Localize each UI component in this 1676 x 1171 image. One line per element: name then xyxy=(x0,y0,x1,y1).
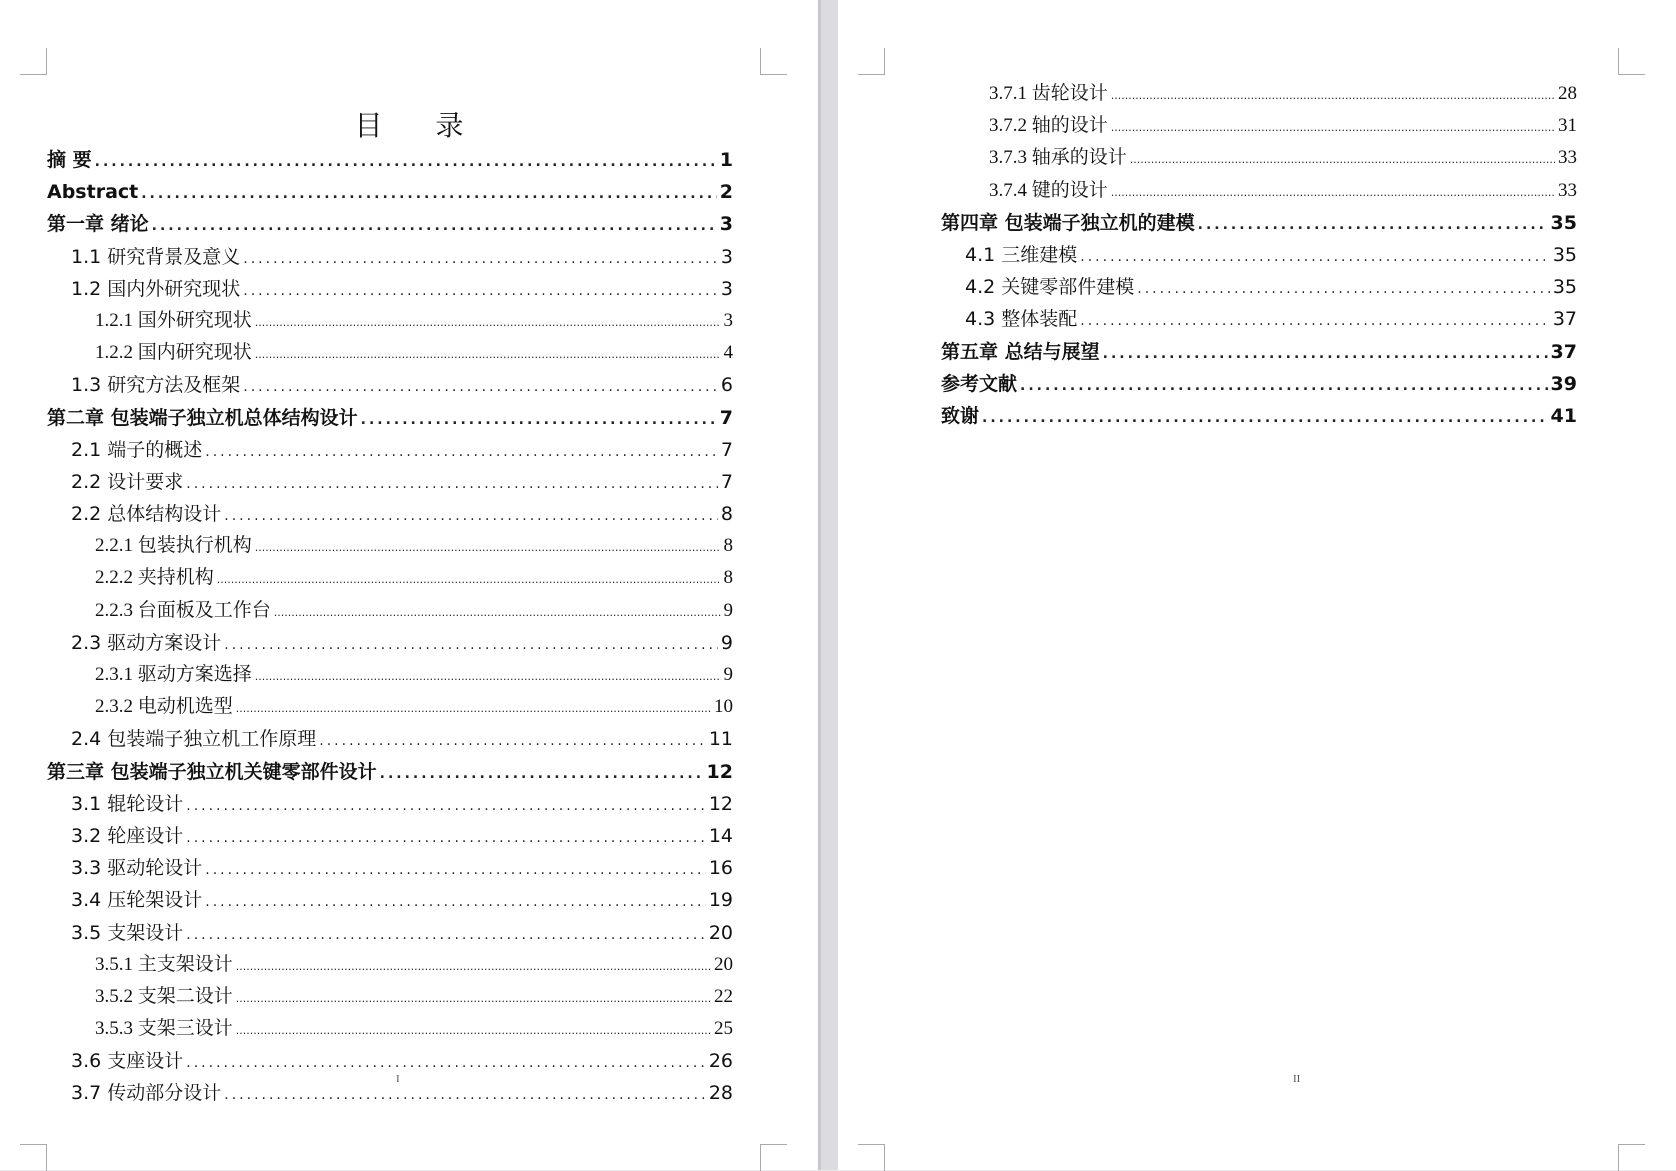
toc-entry-text: 2.3.2 电动机选型 xyxy=(95,696,233,718)
toc-entry-page: 37 xyxy=(1550,340,1577,363)
toc-entry-page: 4 xyxy=(723,342,733,364)
toc-entry[interactable] xyxy=(47,788,733,820)
dot-leader xyxy=(224,629,718,661)
page-number: I xyxy=(396,1073,400,1085)
toc-entry[interactable] xyxy=(47,434,733,466)
toc-entry-text: 3.5.3 支架三设计 xyxy=(95,1018,233,1040)
toc-entry[interactable] xyxy=(47,562,733,594)
dot-leader xyxy=(1130,144,1555,176)
dot-leader xyxy=(205,436,718,468)
toc-entry-page: 22 xyxy=(714,985,733,1007)
toc-entry-text: 3.1 辊轮设计 xyxy=(71,792,184,815)
dot-leader xyxy=(255,661,721,693)
dot-leader xyxy=(186,790,706,822)
dot-leader xyxy=(1198,209,1548,241)
toc-entry-page: 8 xyxy=(720,503,733,526)
toc-title: 目 录 xyxy=(354,109,486,142)
toc-entry-text: 3.2 轮座设计 xyxy=(71,824,184,847)
toc-entry-text: 2.2 设计要求 xyxy=(71,470,184,493)
toc-entry[interactable] xyxy=(47,1077,733,1109)
toc-entry[interactable] xyxy=(47,466,733,498)
toc-entry-text: 第五章 总结与展望 xyxy=(941,340,1100,363)
dot-leader xyxy=(243,371,718,403)
dot-leader xyxy=(236,951,711,983)
toc-entry-page: 14 xyxy=(708,824,733,847)
toc-entry-text: 3.5.1 主支架设计 xyxy=(95,953,233,975)
toc-entry-text: 第三章 包装端子独立机关键零部件设计 xyxy=(47,760,377,783)
dot-leader xyxy=(243,243,718,275)
toc-entry-text: 3.7.3 轴承的设计 xyxy=(989,147,1127,169)
toc-entry[interactable] xyxy=(941,110,1577,142)
toc-entry[interactable] xyxy=(47,498,733,530)
dot-leader xyxy=(217,564,721,596)
crop-mark xyxy=(20,1144,47,1171)
toc-entry[interactable] xyxy=(941,78,1577,110)
toc-entry[interactable] xyxy=(47,369,733,401)
dot-leader xyxy=(361,404,717,436)
dot-leader xyxy=(95,146,717,178)
toc-entry-page: 9 xyxy=(720,631,733,654)
toc-entry[interactable] xyxy=(47,337,733,369)
toc-entry-page: 12 xyxy=(708,792,733,815)
toc-entry-page: 10 xyxy=(714,696,733,718)
toc-entry[interactable] xyxy=(47,756,733,788)
toc-entry-page: 25 xyxy=(714,1018,733,1040)
dot-leader xyxy=(1137,273,1550,305)
toc-entry[interactable] xyxy=(47,820,733,852)
toc-entry[interactable] xyxy=(47,530,733,562)
dot-leader xyxy=(380,758,704,790)
toc-entry[interactable] xyxy=(47,305,733,337)
toc-entry[interactable] xyxy=(47,402,733,434)
toc-entry[interactable] xyxy=(941,239,1577,271)
toc-entry-text: 参考文献 xyxy=(941,372,1018,395)
dot-leader xyxy=(224,1079,706,1111)
toc-entry-text: 3.3 驱动轮设计 xyxy=(71,857,203,880)
toc-entry[interactable] xyxy=(47,1045,733,1077)
page-gap xyxy=(818,0,838,1170)
dot-leader xyxy=(982,402,1548,434)
dot-leader xyxy=(1111,80,1555,112)
toc-entry-page: 9 xyxy=(723,664,733,685)
toc-entry-text: 2.3 驱动方案设计 xyxy=(71,631,222,654)
toc-entry[interactable] xyxy=(941,400,1577,432)
dot-leader xyxy=(255,532,721,564)
toc-entry-page: 12 xyxy=(706,760,733,783)
toc-entry-page: 33 xyxy=(1558,179,1577,201)
toc-entry-text: 3.7.1 齿轮设计 xyxy=(989,83,1108,104)
toc-entry[interactable] xyxy=(941,336,1577,368)
toc-entry-page: 28 xyxy=(708,1082,733,1105)
toc-entry-page: 11 xyxy=(708,728,733,751)
crop-mark xyxy=(760,1144,787,1171)
dot-leader xyxy=(1080,241,1550,273)
toc-entry-text: 3.7.2 轴的设计 xyxy=(989,115,1108,137)
toc-entry[interactable] xyxy=(47,723,733,755)
dot-leader xyxy=(1080,305,1550,337)
dot-leader xyxy=(186,468,718,500)
dot-leader xyxy=(1020,370,1548,402)
dot-leader xyxy=(319,725,706,757)
toc-entry-text: 第四章 包装端子独立机的建模 xyxy=(941,211,1195,234)
toc-entry[interactable] xyxy=(47,884,733,916)
toc-entry-page: 35 xyxy=(1552,276,1577,299)
dot-leader xyxy=(224,500,718,532)
crop-mark xyxy=(1618,1144,1645,1171)
dot-leader xyxy=(1111,177,1555,209)
toc-entry[interactable] xyxy=(941,368,1577,400)
toc-entry-text: 2.2.2 夹持机构 xyxy=(95,567,214,589)
toc-entry[interactable] xyxy=(47,852,733,884)
dot-leader xyxy=(205,854,706,886)
toc-entry-page: 26 xyxy=(708,1050,733,1073)
toc-entry-page: 7 xyxy=(719,406,733,429)
toc-entry-page: 8 xyxy=(723,567,733,589)
dot-leader xyxy=(152,210,717,242)
document-page-2 xyxy=(838,0,1676,1170)
toc-entry-text: 3.7 传动部分设计 xyxy=(71,1082,222,1105)
dot-leader xyxy=(236,983,711,1015)
dot-leader xyxy=(186,919,706,951)
toc-entry[interactable] xyxy=(47,627,733,659)
toc-entry[interactable] xyxy=(47,595,733,627)
toc-entry[interactable] xyxy=(47,241,733,273)
toc-entry-text: 2.2 总体结构设计 xyxy=(71,503,222,526)
toc-entry-page: 2 xyxy=(719,181,733,204)
toc-entry-page: 33 xyxy=(1558,147,1577,169)
dot-leader xyxy=(205,886,706,918)
dot-leader xyxy=(243,275,718,307)
toc-entry-text: 3.5.2 支架二设计 xyxy=(95,985,233,1007)
toc-entry[interactable] xyxy=(47,917,733,949)
toc-entry[interactable] xyxy=(47,176,733,208)
toc-list xyxy=(941,78,1577,432)
toc-entry-page: 28 xyxy=(1558,83,1577,104)
toc-entry-text: 第二章 包装端子独立机总体结构设计 xyxy=(47,406,358,429)
toc-entry[interactable] xyxy=(47,949,733,981)
toc-entry-text: 2.3.1 驱动方案选择 xyxy=(95,664,252,685)
toc-entry-page: 3 xyxy=(723,309,733,331)
toc-entry[interactable] xyxy=(47,981,733,1013)
toc-entry-page: 7 xyxy=(720,438,733,461)
toc-entry[interactable] xyxy=(47,208,733,240)
dot-leader xyxy=(255,339,721,371)
toc-entry-page: 7 xyxy=(720,470,733,493)
toc-entry-text: 4.3 整体装配 xyxy=(965,308,1078,331)
toc-entry-text: 第一章 绪论 xyxy=(47,213,149,236)
toc-entry[interactable] xyxy=(941,271,1577,303)
toc-entry-page: 9 xyxy=(723,599,733,621)
toc-entry-page: 3 xyxy=(720,245,733,268)
dot-leader xyxy=(274,597,721,629)
toc-entry[interactable] xyxy=(47,1013,733,1045)
dot-leader xyxy=(186,1047,706,1079)
toc-entry-page: 8 xyxy=(723,535,733,557)
toc-entry-text: 2.2.1 包装执行机构 xyxy=(95,535,252,557)
dot-leader xyxy=(236,693,711,725)
toc-entry-text: 致谢 xyxy=(941,404,980,427)
toc-entry-text: 3.6 支座设计 xyxy=(71,1050,184,1073)
dot-leader xyxy=(255,307,721,339)
toc-entry[interactable] xyxy=(47,144,733,176)
toc-entry-text: 2.4 包装端子独立机工作原理 xyxy=(71,728,317,751)
toc-entry-text: 1.3 研究方法及框架 xyxy=(71,374,241,397)
toc-entry-text: 3.7.4 键的设计 xyxy=(989,179,1108,201)
dot-leader xyxy=(186,822,706,854)
toc-list xyxy=(47,144,733,1110)
toc-entry[interactable] xyxy=(941,142,1577,174)
toc-entry-page: 6 xyxy=(720,374,733,397)
page-number: II xyxy=(1293,1073,1301,1085)
toc-entry-text: 4.1 三维建模 xyxy=(965,243,1078,266)
crop-mark xyxy=(20,48,47,75)
toc-entry-text: Abstract xyxy=(47,181,139,204)
crop-mark xyxy=(858,48,885,75)
toc-entry-page: 20 xyxy=(714,953,733,975)
toc-entry-page: 35 xyxy=(1550,211,1577,234)
toc-entry[interactable] xyxy=(47,659,733,691)
toc-entry-page: 20 xyxy=(708,921,733,944)
crop-mark xyxy=(858,1144,885,1171)
crop-mark xyxy=(1618,48,1645,75)
toc-entry[interactable] xyxy=(47,273,733,305)
toc-entry-page: 37 xyxy=(1552,308,1577,331)
toc-entry-page: 16 xyxy=(708,857,733,880)
toc-entry[interactable] xyxy=(47,691,733,723)
crop-mark xyxy=(760,48,787,75)
toc-entry-page: 39 xyxy=(1550,372,1577,395)
toc-entry-text: 1.2 国内外研究现状 xyxy=(71,277,241,300)
toc-entry-text: 3.5 支架设计 xyxy=(71,921,184,944)
dot-leader xyxy=(236,1015,711,1047)
toc-entry-text: 1.1 研究背景及意义 xyxy=(71,245,241,268)
dot-leader xyxy=(1103,338,1548,370)
toc-entry-text: 3.4 压轮架设计 xyxy=(71,889,203,912)
toc-entry-page: 1 xyxy=(719,149,733,171)
toc-entry[interactable] xyxy=(941,175,1577,207)
toc-entry-text: 2.2.3 台面板及工作台 xyxy=(95,599,271,621)
dot-leader xyxy=(1111,112,1555,144)
toc-entry-text: 4.2 关键零部件建模 xyxy=(965,276,1135,299)
toc-entry[interactable] xyxy=(941,303,1577,335)
toc-entry-text: 1.2.2 国内研究现状 xyxy=(95,342,252,364)
page-gap-line xyxy=(818,0,821,1170)
toc-entry-page: 31 xyxy=(1558,115,1577,137)
toc-entry-text: 摘 要 xyxy=(47,149,92,171)
toc-entry-page: 19 xyxy=(708,889,733,912)
toc-entry-text: 1.2.1 国外研究现状 xyxy=(95,309,252,331)
toc-entry-page: 3 xyxy=(719,213,733,236)
toc-entry-page: 35 xyxy=(1552,243,1577,266)
toc-entry[interactable] xyxy=(941,207,1577,239)
document-page-1 xyxy=(0,0,818,1170)
toc-entry-text: 2.1 端子的概述 xyxy=(71,438,203,461)
toc-entry-page: 41 xyxy=(1550,404,1577,427)
dot-leader xyxy=(141,178,717,210)
toc-entry-page: 3 xyxy=(720,277,733,300)
